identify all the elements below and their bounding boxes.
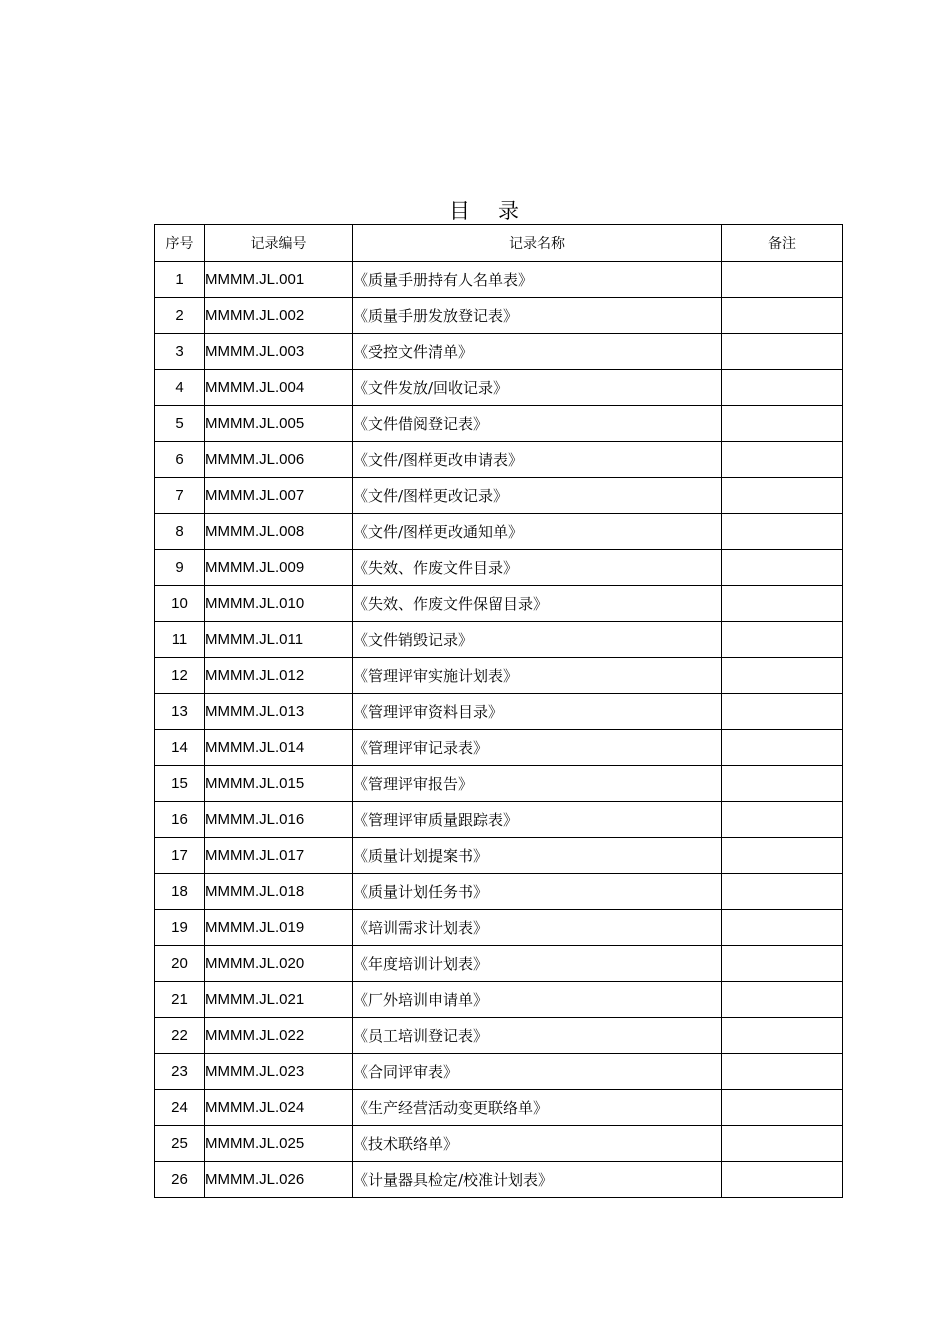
row-seq: 3 (155, 334, 205, 370)
table-row (155, 1054, 843, 1090)
row-remark (722, 406, 843, 442)
row-name: 《文件/图样更改记录》 (353, 478, 722, 514)
row-seq: 25 (155, 1126, 205, 1162)
page-title: 目录 (449, 199, 547, 223)
row-seq: 17 (155, 838, 205, 874)
row-seq: 10 (155, 586, 205, 622)
row-remark (722, 874, 843, 910)
row-code: MMMM.JL.004 (205, 370, 353, 406)
row-code: MMMM.JL.020 (205, 946, 353, 982)
table-row (155, 802, 843, 838)
table-row (155, 1018, 843, 1054)
row-name: 《管理评审资料目录》 (353, 694, 722, 730)
row-name: 《质量手册发放登记表》 (353, 298, 722, 334)
header-name: 记录名称 (353, 225, 722, 262)
row-name: 《质量计划任务书》 (353, 874, 722, 910)
table-row (155, 586, 843, 622)
row-code: MMMM.JL.001 (205, 262, 353, 298)
row-code: MMMM.JL.014 (205, 730, 353, 766)
table-row (155, 622, 843, 658)
row-remark (722, 946, 843, 982)
table-row (155, 1162, 843, 1198)
header-code: 记录编号 (205, 225, 353, 262)
row-remark (722, 1162, 843, 1198)
row-seq: 22 (155, 1018, 205, 1054)
row-name: 《计量器具检定/校准计划表》 (353, 1162, 722, 1198)
row-seq: 1 (155, 262, 205, 298)
row-name: 《质量手册持有人名单表》 (353, 262, 722, 298)
row-name: 《生产经营活动变更联络单》 (353, 1090, 722, 1126)
table-row (155, 262, 843, 298)
row-code: MMMM.JL.011 (205, 622, 353, 658)
row-remark (722, 838, 843, 874)
record-index-table (154, 224, 843, 1198)
row-code: MMMM.JL.026 (205, 1162, 353, 1198)
row-remark (722, 1090, 843, 1126)
table-row (155, 514, 843, 550)
row-remark (722, 730, 843, 766)
row-remark (722, 478, 843, 514)
row-seq: 21 (155, 982, 205, 1018)
row-name: 《失效、作废文件保留目录》 (353, 586, 722, 622)
row-seq: 20 (155, 946, 205, 982)
row-remark (722, 550, 843, 586)
row-remark (722, 262, 843, 298)
row-name: 《文件销毁记录》 (353, 622, 722, 658)
table-row (155, 406, 843, 442)
row-remark (722, 514, 843, 550)
row-seq: 9 (155, 550, 205, 586)
row-remark (722, 586, 843, 622)
row-code: MMMM.JL.013 (205, 694, 353, 730)
row-code: MMMM.JL.019 (205, 910, 353, 946)
row-name: 《培训需求计划表》 (353, 910, 722, 946)
header-seq: 序号 (155, 225, 205, 262)
row-name: 《文件借阅登记表》 (353, 406, 722, 442)
row-seq: 15 (155, 766, 205, 802)
row-seq: 18 (155, 874, 205, 910)
row-remark (722, 1054, 843, 1090)
row-seq: 23 (155, 1054, 205, 1090)
table-row (155, 910, 843, 946)
table-row (155, 334, 843, 370)
row-seq: 11 (155, 622, 205, 658)
row-seq: 2 (155, 298, 205, 334)
row-remark (722, 334, 843, 370)
table-row (155, 766, 843, 802)
row-seq: 26 (155, 1162, 205, 1198)
row-remark (722, 694, 843, 730)
table-row (155, 478, 843, 514)
table-row (155, 370, 843, 406)
row-code: MMMM.JL.024 (205, 1090, 353, 1126)
row-code: MMMM.JL.015 (205, 766, 353, 802)
row-code: MMMM.JL.022 (205, 1018, 353, 1054)
row-code: MMMM.JL.007 (205, 478, 353, 514)
table-row (155, 946, 843, 982)
row-code: MMMM.JL.016 (205, 802, 353, 838)
row-code: MMMM.JL.021 (205, 982, 353, 1018)
row-remark (722, 622, 843, 658)
row-code: MMMM.JL.010 (205, 586, 353, 622)
row-remark (722, 802, 843, 838)
header-remark: 备注 (722, 225, 843, 262)
table-row (155, 982, 843, 1018)
row-remark (722, 1018, 843, 1054)
table-row (155, 874, 843, 910)
row-name: 《文件发放/回收记录》 (353, 370, 722, 406)
row-seq: 6 (155, 442, 205, 478)
row-code: MMMM.JL.023 (205, 1054, 353, 1090)
row-name: 《厂外培训申请单》 (353, 982, 722, 1018)
table-row (155, 658, 843, 694)
row-name: 《员工培训登记表》 (353, 1018, 722, 1054)
table-row (155, 694, 843, 730)
row-remark (722, 766, 843, 802)
row-remark (722, 442, 843, 478)
row-seq: 12 (155, 658, 205, 694)
row-name: 《合同评审表》 (353, 1054, 722, 1090)
row-name: 《质量计划提案书》 (353, 838, 722, 874)
row-seq: 14 (155, 730, 205, 766)
row-name: 《失效、作废文件目录》 (353, 550, 722, 586)
row-seq: 7 (155, 478, 205, 514)
row-name: 《管理评审实施计划表》 (353, 658, 722, 694)
table-row (155, 1126, 843, 1162)
row-seq: 16 (155, 802, 205, 838)
row-code: MMMM.JL.008 (205, 514, 353, 550)
row-remark (722, 910, 843, 946)
row-name: 《管理评审质量跟踪表》 (353, 802, 722, 838)
row-seq: 19 (155, 910, 205, 946)
table-row (155, 838, 843, 874)
row-code: MMMM.JL.005 (205, 406, 353, 442)
table-row (155, 730, 843, 766)
row-remark (722, 982, 843, 1018)
row-name: 《受控文件清单》 (353, 334, 722, 370)
row-name: 《文件/图样更改通知单》 (353, 514, 722, 550)
row-code: MMMM.JL.009 (205, 550, 353, 586)
row-name: 《技术联络单》 (353, 1126, 722, 1162)
row-code: MMMM.JL.017 (205, 838, 353, 874)
row-seq: 4 (155, 370, 205, 406)
table-row (155, 1090, 843, 1126)
row-name: 《管理评审报告》 (353, 766, 722, 802)
table-row (155, 442, 843, 478)
row-seq: 24 (155, 1090, 205, 1126)
row-code: MMMM.JL.002 (205, 298, 353, 334)
row-remark (722, 370, 843, 406)
row-code: MMMM.JL.012 (205, 658, 353, 694)
row-name: 《文件/图样更改申请表》 (353, 442, 722, 478)
row-remark (722, 298, 843, 334)
row-code: MMMM.JL.025 (205, 1126, 353, 1162)
row-seq: 5 (155, 406, 205, 442)
row-code: MMMM.JL.018 (205, 874, 353, 910)
table-body (155, 262, 843, 1198)
row-remark (722, 1126, 843, 1162)
row-code: MMMM.JL.006 (205, 442, 353, 478)
row-seq: 13 (155, 694, 205, 730)
row-remark (722, 658, 843, 694)
row-name: 《年度培训计划表》 (353, 946, 722, 982)
row-name: 《管理评审记录表》 (353, 730, 722, 766)
row-seq: 8 (155, 514, 205, 550)
row-code: MMMM.JL.003 (205, 334, 353, 370)
table-row (155, 298, 843, 334)
table-row (155, 550, 843, 586)
table-header-row (155, 225, 843, 262)
